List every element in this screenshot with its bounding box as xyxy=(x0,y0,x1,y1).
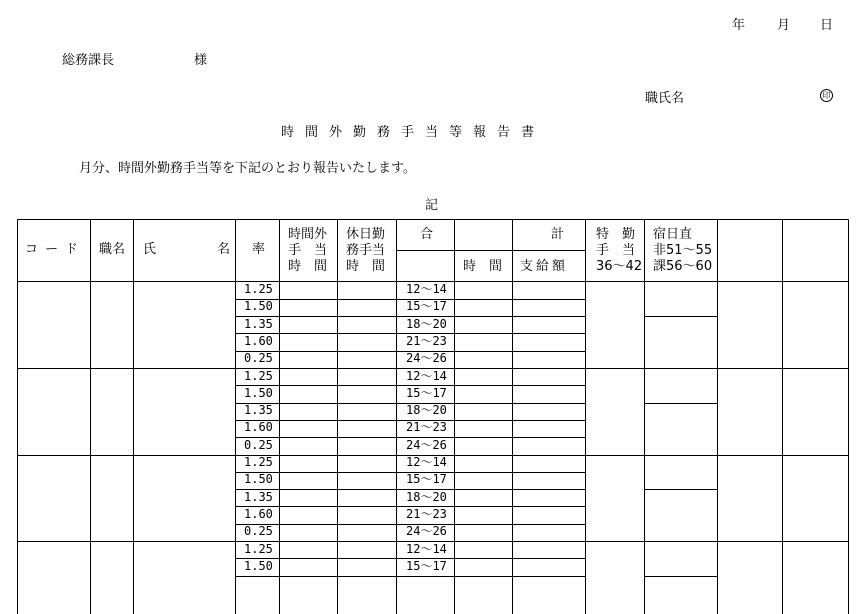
seal-icon: 印 xyxy=(820,89,833,102)
col-code-header: コード xyxy=(25,242,86,257)
code-range-cell: 24～26 xyxy=(406,351,447,366)
code-range-cell: 21～23 xyxy=(406,420,447,435)
name-label: 職氏名 xyxy=(645,91,685,106)
code-range-cell: 12～14 xyxy=(406,541,447,556)
code-range-cell: 15～17 xyxy=(406,558,447,573)
rate-cell: 1.50 xyxy=(244,299,273,314)
rate-cell: 1.60 xyxy=(244,506,273,521)
rate-cell: 1.60 xyxy=(244,333,273,348)
col-name-header-b: 名 xyxy=(217,242,231,257)
code-range-cell: 12～14 xyxy=(406,282,447,296)
col-total-header-a: 合 xyxy=(420,227,434,242)
col-holiday-header-2: 務手当 xyxy=(346,243,386,258)
col-duty-header-2: 非51～55 xyxy=(653,243,713,258)
rate-cell: 1.50 xyxy=(244,385,273,400)
col-duty-header-3: 課56～60 xyxy=(653,259,713,274)
date-year: 年 xyxy=(732,18,746,33)
col-overtime-header-3: 時 間 xyxy=(288,259,328,274)
rate-cell: 1.50 xyxy=(244,558,273,573)
col-special-header-1: 特 勤 xyxy=(596,227,636,242)
code-range-cell: 15～17 xyxy=(406,385,447,400)
rate-cell: 0.25 xyxy=(244,524,273,539)
code-range-cell: 18～20 xyxy=(406,489,447,504)
date-day: 日 xyxy=(820,18,834,33)
col-holiday-header-1: 休日勤 xyxy=(346,227,386,242)
ki-label: 記 xyxy=(425,198,439,213)
intro-text: 月分、時間外勤務手当等を下記のとおり報告いたします。 xyxy=(79,161,416,176)
rate-cell: 1.35 xyxy=(244,316,273,331)
code-range-cell: 24～26 xyxy=(406,437,447,452)
rate-cell: 1.50 xyxy=(244,472,273,487)
rate-cell: 1.60 xyxy=(244,420,273,435)
code-range-cell: 18～20 xyxy=(406,403,447,418)
col-name-header-a: 氏 xyxy=(143,242,157,257)
code-range-cell: 21～23 xyxy=(406,333,447,348)
addressee: 総務課長 xyxy=(62,53,115,68)
code-range-cell: 15～17 xyxy=(406,472,447,487)
rate-cell: 0.25 xyxy=(244,437,273,452)
date-month: 月 xyxy=(777,18,791,33)
code-range-cell: 15～17 xyxy=(406,299,447,314)
col-duty-header-1: 宿日直 xyxy=(653,227,693,242)
rate-cell: 1.25 xyxy=(244,282,273,296)
col-special-header-2: 手 当 xyxy=(596,243,636,258)
rate-cell: 1.35 xyxy=(244,489,273,504)
code-range-cell: 12～14 xyxy=(406,455,447,469)
col-overtime-header-2: 手 当 xyxy=(288,243,328,258)
rate-cell: 0.25 xyxy=(244,351,273,366)
honorific: 様 xyxy=(194,53,208,68)
page-title: 時間外勤務手当等報告書 xyxy=(281,125,546,140)
col-position-header: 職名 xyxy=(99,242,126,257)
code-range-cell: 21～23 xyxy=(406,506,447,521)
rate-cell: 1.35 xyxy=(244,403,273,418)
rate-cell: 1.25 xyxy=(244,368,273,383)
col-rate-header: 率 xyxy=(252,242,266,257)
col-overtime-header-1: 時間外 xyxy=(288,227,328,242)
col-payment-header: 支給額 xyxy=(520,259,569,274)
col-hours-header: 時 間 xyxy=(463,259,503,274)
rate-cell: 1.25 xyxy=(244,541,273,556)
rate-cell: 1.25 xyxy=(244,455,273,469)
col-holiday-header-3: 時 間 xyxy=(346,259,386,274)
col-special-header-3: 36～42 xyxy=(596,259,643,274)
col-total-header-b: 計 xyxy=(551,227,565,242)
code-range-cell: 18～20 xyxy=(406,316,447,331)
code-range-cell: 12～14 xyxy=(406,368,447,383)
code-range-cell: 24～26 xyxy=(406,524,447,539)
